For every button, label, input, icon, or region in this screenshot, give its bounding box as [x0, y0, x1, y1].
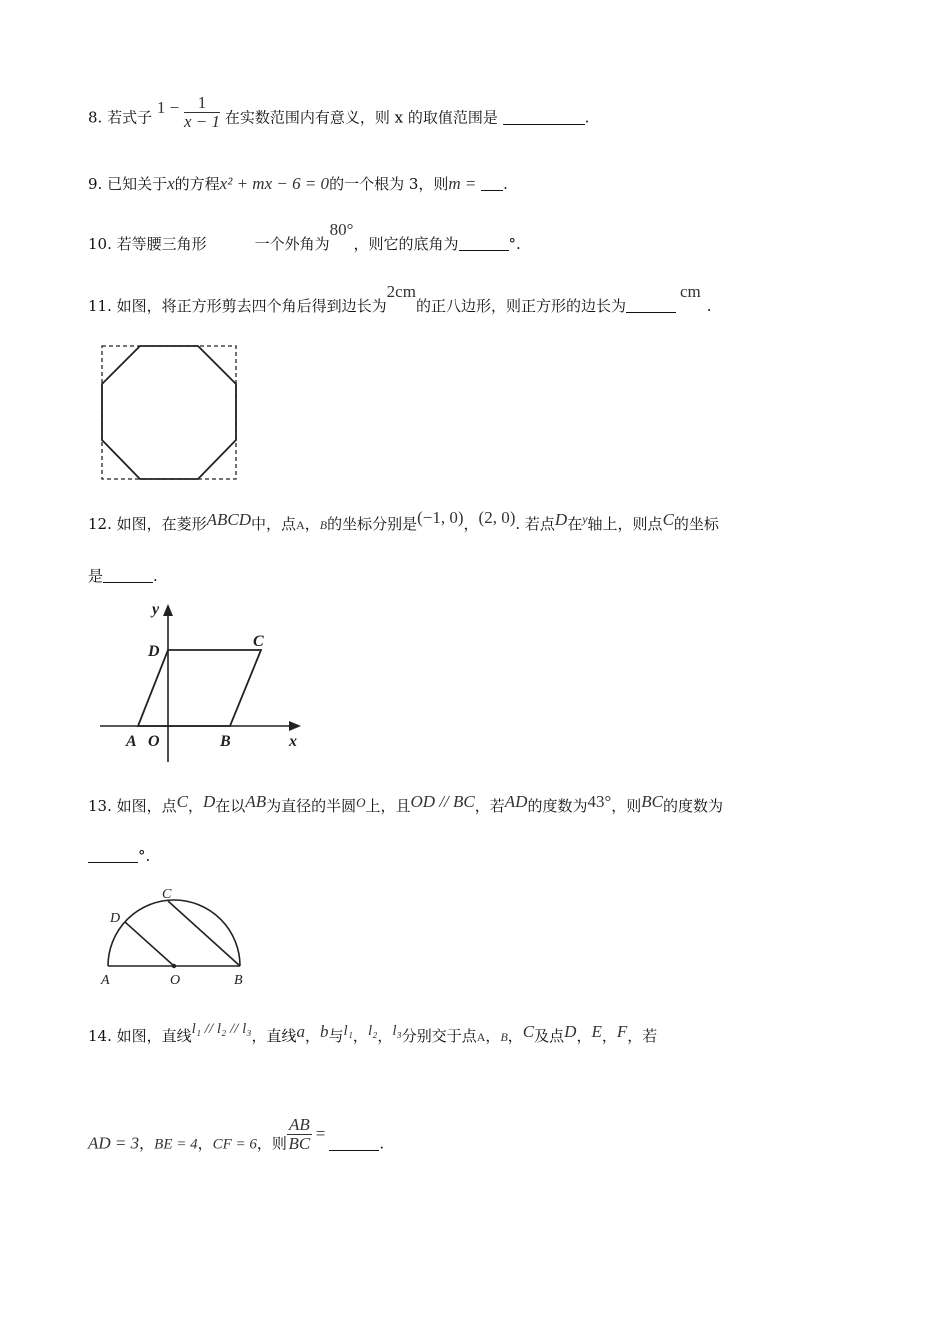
q14-sep6: ， — [576, 1027, 592, 1045]
q13-arc-ad: AD — [504, 792, 528, 811]
q12-t3: 的坐标分别是 — [327, 515, 418, 533]
label-c: C — [253, 633, 264, 650]
q14-sep1: ， — [305, 1027, 321, 1045]
q14-point-d: D — [564, 1022, 577, 1041]
label-x: x — [289, 733, 297, 750]
label-d: D — [110, 911, 121, 926]
q14-l1: l₁ — [343, 1023, 353, 1039]
q14-point-a: A — [476, 1030, 486, 1044]
q14-t5: 及点 — [534, 1027, 565, 1045]
figure-12-rhombus — [96, 598, 308, 764]
q14-point-f: F — [616, 1022, 628, 1041]
q12-sep: ， — [304, 515, 320, 533]
label-d: D — [148, 643, 160, 660]
q12-number: 12. — [88, 515, 112, 533]
q14-answer-blank — [329, 1136, 379, 1151]
q12-t2: 中，点 — [251, 515, 297, 533]
q8-expr-lead: 1 − — [156, 97, 180, 117]
q13-point-d: D — [203, 792, 216, 811]
q9-answer-blank — [481, 176, 503, 191]
q13-t8: 的度数为 — [663, 797, 724, 815]
q12-t1: 如图，在菱形 — [116, 515, 207, 533]
x-axis-arrow — [289, 721, 301, 731]
q11-t2: 的正八边形，则正方形的边长为 — [415, 297, 626, 315]
q14-point-b: B — [500, 1030, 508, 1044]
q8-end: . — [584, 108, 590, 127]
label-b: B — [220, 733, 231, 750]
q14-line-a: a — [296, 1022, 305, 1041]
label-a: A — [126, 733, 137, 750]
q12-shape: ABCD — [206, 510, 252, 529]
question-12: 12. 如图，在菱形ABCD中，点A，B的坐标分别是(−1, 0)，(2, 0). 若点D在$^y$轴上，则点C的坐标 — [88, 508, 719, 533]
label-c: C — [162, 887, 172, 902]
q12-t6: 轴上，则点 — [587, 515, 663, 533]
q9-equation: x² + mx − 6 = 0 — [219, 174, 330, 193]
q13-point-c: C — [176, 792, 188, 811]
chord-bc — [168, 901, 240, 966]
q14-number: 14. — [88, 1027, 112, 1045]
q9-t1: 已知关于 — [107, 175, 168, 193]
question-12-line2 — [88, 566, 158, 586]
q8-number: 8. — [88, 108, 103, 127]
q14-t7: ，则 — [256, 1134, 287, 1153]
q12-coord-a: (−1, 0) — [417, 508, 464, 527]
q12-answer-blank — [103, 568, 153, 583]
q12-t4: . 若点 — [515, 515, 555, 533]
q14-l3: l₃ — [392, 1023, 402, 1039]
question-8 — [88, 93, 590, 137]
q14-frac-num: AB — [288, 1115, 310, 1134]
label-o: O — [170, 973, 181, 988]
dashed-square — [102, 346, 236, 479]
q14-be: BE = 4 — [154, 1136, 198, 1153]
question-14 — [88, 1021, 658, 1047]
q14-t6: ，若 — [627, 1027, 658, 1045]
label-o: O — [148, 733, 160, 750]
q13-t2: 在以 — [215, 797, 246, 815]
q12-t7: 的坐标 — [673, 515, 719, 533]
semicircle-arc — [108, 900, 240, 966]
q10-answer-blank — [459, 236, 509, 251]
figure-13-semicircle — [96, 880, 256, 990]
q14-t2: ，直线 — [251, 1027, 297, 1045]
q14-point-e: E — [591, 1022, 602, 1041]
q13-t5: ，若 — [474, 797, 505, 815]
q9-t3: 的一个根为 3，则 — [329, 175, 449, 193]
q12-point-b: B — [319, 518, 328, 532]
q8-frac-den: x − 1 — [184, 112, 221, 131]
q14-parallel-lines: l₁ // l₂ // l₃ — [191, 1021, 252, 1037]
q14-sep3: ， — [377, 1027, 393, 1045]
q14-point-c: C — [522, 1022, 535, 1041]
question-13-line2 — [88, 846, 150, 866]
q11-end: . — [706, 297, 712, 315]
chord-od — [125, 922, 174, 966]
label-b: B — [234, 973, 243, 988]
q14-l2: l₂ — [367, 1023, 378, 1039]
q10-end: °. — [508, 235, 521, 253]
q13-t6: 的度数为 — [527, 797, 588, 815]
q11-t1: 如图，将正方形剪去四个角后得到边长为 — [116, 297, 387, 315]
q9-m: m = — [448, 174, 477, 193]
q8-frac-num: 1 — [184, 94, 220, 113]
q13-degree: 43° — [587, 792, 612, 811]
q14-sep7: ， — [601, 1027, 617, 1045]
q13-t7: ，则 — [611, 797, 642, 815]
label-a: A — [101, 973, 110, 988]
q10-angle: 80° — [329, 220, 354, 239]
q13-arc-bc: BC — [641, 792, 664, 811]
question-9 — [88, 174, 508, 194]
q9-end: . — [503, 175, 508, 193]
q13-o: O — [356, 795, 366, 810]
q13-number: 13. — [88, 797, 112, 815]
q9-var-x: x — [167, 174, 175, 193]
q13-ab: AB — [245, 792, 267, 811]
q12-line2: 是 — [88, 567, 104, 585]
q14-frac-den: BC — [288, 1134, 311, 1153]
q14-sep5: ， — [507, 1027, 523, 1045]
q11-unit: cm — [679, 282, 701, 301]
q8-answer-blank — [503, 110, 585, 125]
q12-end: . — [153, 567, 158, 585]
q14-sep2: ， — [352, 1027, 368, 1045]
q14-fraction — [287, 1116, 312, 1153]
q13-t3: 为直径的半圆 — [266, 797, 357, 815]
q14-cf: CF = 6 — [212, 1136, 257, 1153]
q8-text-before: 若式子 — [107, 108, 153, 127]
q10-number: 10. — [88, 235, 112, 253]
q11-answer-blank — [626, 298, 676, 313]
q9-t2: 的方程 — [174, 175, 220, 193]
q10-t3: ，则它的底角为 — [353, 235, 459, 253]
q12-point-a: A — [296, 518, 305, 532]
q11-length: 2cm — [386, 282, 416, 301]
q14-end: . — [379, 1134, 385, 1153]
question-14-line2: AD = 3，BE = 4，CF = 6，则 $\frac{AB}{BC}$ =. — [88, 1115, 385, 1153]
q14-t3: 与 — [328, 1027, 344, 1045]
q8-text-after: 在实数范围内有意义，则 x 的取值范围是 — [224, 108, 498, 127]
q12-point-c: C — [662, 510, 674, 529]
label-y: y — [152, 601, 160, 618]
q13-answer-blank — [88, 848, 138, 863]
q12-t5: 在 — [567, 515, 583, 533]
q14-t4: 分别交于点 — [401, 1027, 477, 1045]
q14-ad: AD = 3 — [88, 1133, 140, 1153]
q14-line-b: b — [320, 1022, 329, 1041]
q13-parallel: OD // BC — [410, 792, 475, 811]
q8-fraction — [184, 94, 220, 131]
q10-t1: 若等腰三角形 — [116, 235, 207, 253]
rhombus-abcd — [138, 650, 261, 726]
q11-number: 11. — [88, 297, 112, 315]
figure-11-octagon — [98, 342, 242, 482]
q13-end: °. — [138, 847, 151, 865]
q14-equals: = — [315, 1123, 326, 1143]
q13-sep: ， — [188, 797, 204, 815]
question-13 — [88, 792, 724, 817]
q12-point-d: D — [554, 510, 568, 529]
octagon — [102, 346, 236, 479]
y-axis-arrow — [163, 604, 173, 616]
q13-t4: 上，且 — [365, 797, 411, 815]
q12-coord-b: (2, 0) — [478, 508, 516, 527]
q14-sep4: ， — [485, 1027, 501, 1045]
q13-t1: 如图，点 — [116, 797, 177, 815]
q12-y: y — [582, 512, 588, 526]
question-11 — [88, 282, 712, 316]
q14-t1: 如图，直线 — [116, 1027, 192, 1045]
q10-t2: 一个外角为 — [254, 235, 330, 253]
question-10 — [88, 220, 521, 254]
q9-number: 9. — [88, 175, 103, 193]
center-o — [172, 964, 176, 968]
